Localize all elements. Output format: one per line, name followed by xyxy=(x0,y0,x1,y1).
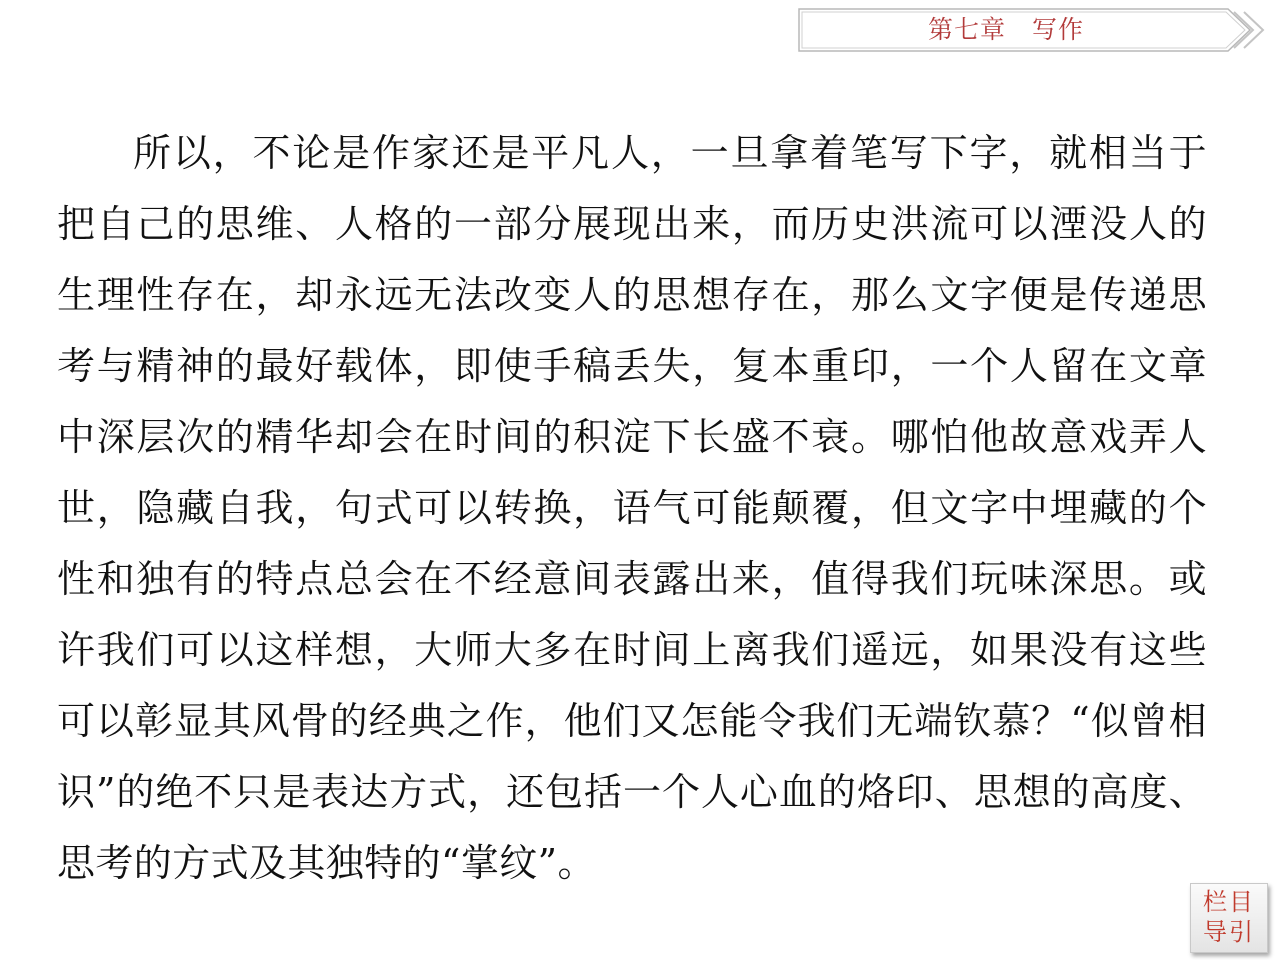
column-guide-label-line2: 导引 xyxy=(1203,918,1255,946)
main-content xyxy=(57,118,1207,899)
chapter-title: 第七章 写作 xyxy=(928,15,1085,44)
body-paragraph: 所以，不论是作家还是平凡人，一旦拿着笔写下字，就相当于把自己的思维、人格的一部分展现出来，而历史洪流可以湮没人的生理性存在，却永远无法改变人的思想存在，那么文字便是传递思考与精神的最好载体，即使手稿丢失，复本重印，一个人留在文章中深层次的精华却会在时间的积淀下长盛不衰。哪怕他故意戏弄人世，隐藏自我，句式可以转换，语气可能颠覆，但文字中埋藏的个性和独有的特点总会在不经意间表露出来，值得我们玩味深思。或许我们可以这样想，大师大多在时间上离我们遥远，如果没有这些可以彰显其风骨的经典之作，他们又怎能令我们无端钦慕？“似曾相识”的绝不只是表达方式，还包括一个人心血的烙印、思想的高度、思考的方式及其独特的“掌纹”。 xyxy=(57,131,1207,885)
column-guide-label-line1: 栏目 xyxy=(1203,888,1255,916)
chapter-banner xyxy=(798,8,1268,52)
column-guide-button[interactable] xyxy=(1190,883,1268,953)
